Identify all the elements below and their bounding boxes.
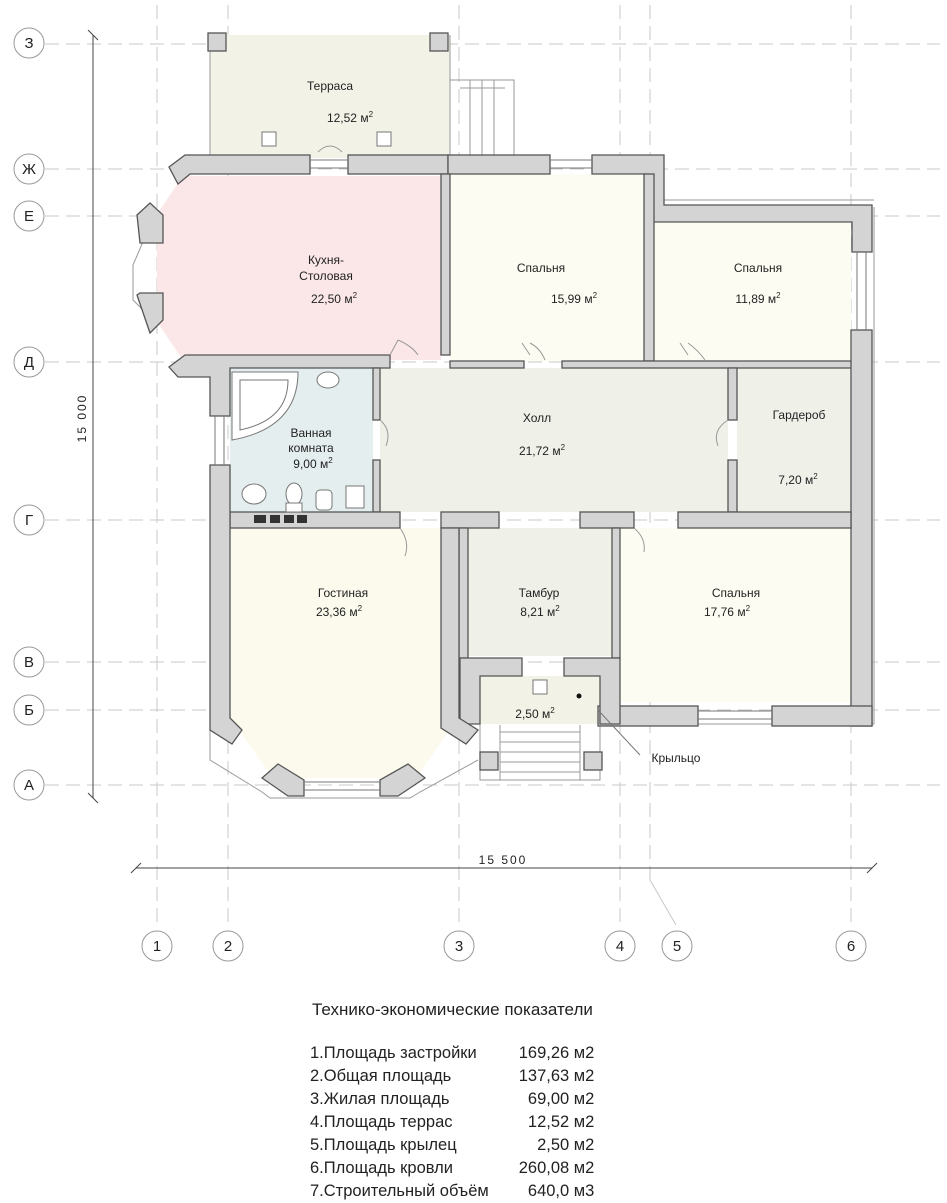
basin xyxy=(242,484,266,504)
tep-value: 640,0 м3 xyxy=(527,1182,595,1200)
axis-label-row: Г xyxy=(24,512,34,529)
room-name-terrace: Терраса xyxy=(306,79,354,93)
room-name-bedroom-3: Спальня xyxy=(711,586,761,600)
room-name-vestibule: Тамбур xyxy=(518,586,560,600)
room-area-hall: 21,72 $м^2$ xyxy=(518,443,566,458)
height-dimension: 15 000 xyxy=(75,393,89,443)
kitchen-fill xyxy=(157,176,441,360)
room-area-bedroom-3: 17,76 $м^2$ xyxy=(703,604,751,619)
room-name-bedroom-2: Спальня xyxy=(733,261,783,275)
tep-value: 260,08 м2 xyxy=(518,1159,595,1177)
row-axis-markers xyxy=(14,28,44,800)
axis-label-row: Д xyxy=(23,354,35,371)
tep-title: Технико-экономические показатели xyxy=(312,1000,593,1019)
room-name-bath-2: комната xyxy=(288,441,334,455)
room-area-wardrobe: 7,20 $м^2$ xyxy=(778,472,818,487)
axis-label-row: Ж xyxy=(22,161,36,178)
terrace-fill xyxy=(210,35,450,158)
tep-value: 69,00 м2 xyxy=(527,1090,595,1108)
porch-label: Крыльцо xyxy=(651,751,701,765)
width-dimension: 15 500 xyxy=(478,853,528,867)
room-area-bedroom-1: 15,99 $м^2$ xyxy=(550,291,598,306)
tep-value: 137,63 м2 xyxy=(518,1067,595,1085)
axis-label-row: Б xyxy=(24,702,34,719)
terrace-fixture xyxy=(377,132,391,146)
axis-label-col: 2 xyxy=(223,938,233,955)
tep-label: 6.Площадь кровли xyxy=(310,1159,453,1177)
tep-row xyxy=(310,1111,594,1134)
tep-row xyxy=(310,1065,594,1088)
room-area-bedroom-2: 11,89 $м^2$ xyxy=(735,291,781,306)
col-axis-markers xyxy=(142,931,866,961)
leader-line xyxy=(650,880,676,925)
toilet xyxy=(286,483,302,505)
tep-label: 5.Площадь крылец xyxy=(310,1136,457,1154)
axis-label-col: 6 xyxy=(846,938,856,955)
terrace-fixture xyxy=(262,132,276,146)
axis-label-col: 1 xyxy=(152,938,162,955)
axis-label-row: А xyxy=(23,777,35,794)
room-area-terrace: 12,52 $м^2$ xyxy=(326,110,374,125)
axis-label-col: 4 xyxy=(615,938,625,955)
tep-value: 2,50 м2 xyxy=(537,1136,595,1154)
sink xyxy=(317,372,339,388)
axis-label-col: 3 xyxy=(454,938,464,955)
room-name-kitchen: Кухня- xyxy=(307,253,345,267)
room-area-porch: 2,50 $м^2$ xyxy=(515,706,555,721)
tep-label: 1.Площадь застройки xyxy=(310,1044,477,1062)
axis-label-row: В xyxy=(23,654,35,671)
tep-row xyxy=(310,1134,594,1157)
axis-label-col: 5 xyxy=(672,938,682,955)
bidet xyxy=(316,490,332,510)
room-name-living: Гостиная xyxy=(317,586,369,600)
porch-dot xyxy=(577,694,582,699)
axis-label-row: З xyxy=(24,35,34,52)
living-fill xyxy=(230,528,458,778)
tep-label: 4.Площадь террас xyxy=(310,1113,453,1131)
wardrobe-fill xyxy=(737,368,851,512)
tep-label: 3.Жилая площадь xyxy=(310,1090,450,1108)
technical-indicators xyxy=(310,1000,730,1203)
tep-value: 12,52 м2 xyxy=(527,1113,595,1131)
room-area-vestibule: 8,21 $м^2$ xyxy=(520,604,560,619)
tep-row xyxy=(310,1088,594,1111)
room-name-kitchen-2: Столовая xyxy=(299,269,353,283)
tep-row xyxy=(310,1042,594,1065)
tep-row xyxy=(310,1157,594,1180)
room-name-bedroom-1: Спальня xyxy=(516,261,566,275)
tep-value: 169,26 м2 xyxy=(518,1044,595,1062)
room-name-hall: Холл xyxy=(522,411,552,425)
room-name-wardrobe: Гардероб xyxy=(772,408,826,422)
tep-label: 7.Строительный объём xyxy=(310,1182,489,1200)
tep-table xyxy=(310,1042,594,1203)
room-area-kitchen: 22,50 $м^2$ xyxy=(310,291,358,306)
hall-fill xyxy=(380,368,728,512)
room-area-bath: 9,00 $м^2$ xyxy=(293,456,333,471)
axis-label-row: Е xyxy=(23,208,35,225)
tep-label: 2.Общая площадь xyxy=(310,1067,452,1085)
room-name-bath: Ванная xyxy=(290,426,332,440)
porch-fixture xyxy=(533,680,547,694)
room-area-living: 23,36 $м^2$ xyxy=(315,604,363,619)
